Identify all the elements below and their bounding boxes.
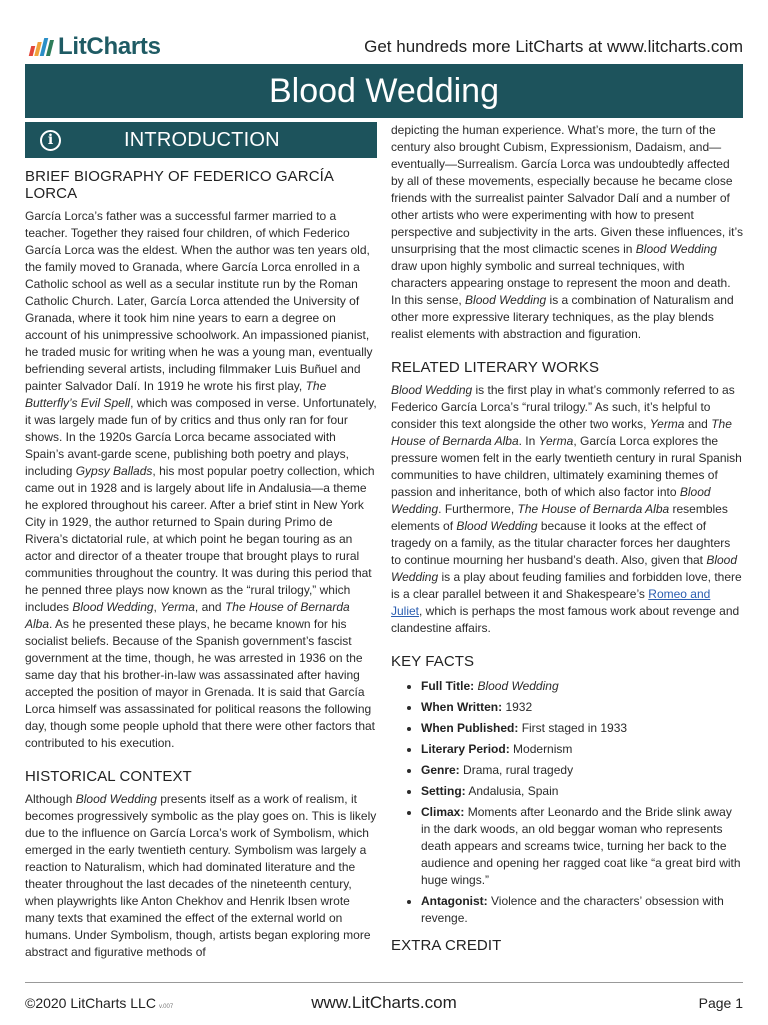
introduction-label: INTRODUCTION [124,128,280,151]
key-fact-item: • Full Title: Blood Wedding [421,678,743,695]
key-fact-item: • Genre: Drama, rural tragedy [421,762,743,779]
document-title: Blood Wedding [25,64,743,118]
copyright: ©2020 LitCharts LLC v.007 [25,995,174,1011]
historical-heading: HISTORICAL CONTEXT [25,768,192,785]
historical-text: Although Blood Wedding presents itself as a work of realism, it becomes progressively symbolic as the play goes on. This is likely due to the influence on García Lorca’s work of Symbolism, which emerged in the early twentieth century. Symbolism was largely a reaction to Naturalism, which had dominated literature and the theater throughout the last decades of the nineteenth century, when playwrights like Anton Chekhov and Henrik Ibsen wrote many texts that examined the effect of the external world on humans. Under Symbolism, though, artists began exploring more abstract and figurative methods of [25,792,377,959]
key-fact-item: • Literary Period: Modernism [421,741,743,758]
romeo-and-juliet-link[interactable]: Romeo and Juliet [391,587,711,618]
footer-site-link[interactable]: www.LitCharts.com [311,993,457,1012]
key-fact-item: • Climax: Moments after Leonardo and the Bride slink away in the dark woods, an old beggar woman who represents death appears and screams twice, turning her back to the audience and opening her ragged coat like “a great bird with huge wings.” [421,804,743,889]
logo-bars-icon [30,38,52,56]
litcharts-logo[interactable] [30,33,161,61]
key-fact-item: • Setting: Andalusia, Spain [421,783,743,800]
right-column [391,122,743,954]
logo-text: LitCharts [58,33,161,60]
top-bar [0,0,768,64]
key-fact-item: • Antagonist: Violence and the characters’ obsession with revenge. [421,893,743,927]
related-works-heading: RELATED LITERARY WORKS [391,359,600,376]
left-column [25,122,377,961]
version-label: v.007 [158,1004,174,1010]
logo-bar [46,40,54,56]
related-works-text: Blood Wedding is the first play in what’s commonly referred to as Federico García Lorca’s “rural trilogy.” As such, it’s helpful to consider this text alongside the other two works, Yerma and The House of Bernarda Alba. In Yerma, García Lorca explores the pressure women felt in the early twentieth century in rural Spanish communities to have children, ultimately examining themes of passion and inheritance, both of which also factor into Blood Wedding. Furthermore, The House of Bernarda Alba resembles elements of Blood Wedding because it looks at the effect of tragedy on a family, as the titular character forces her daughters to continue mourning her husband’s death. Also, given that Blood Wedding is a play about feuding families and forbidden love, there is a clear parallel between it and Shakespeare’s Romeo and Juliet, which is perhaps the most famous work about revenge and clandestine affairs. [391,383,742,635]
introduction-banner [25,122,377,158]
page-number: Page 1 [698,995,743,1011]
key-facts-heading: KEY FACTS [391,653,475,670]
biography-heading: BRIEF BIOGRAPHY OF FEDERICO GARCÍA LORCA [25,168,334,202]
key-fact-item: • When Published: First staged in 1933 [421,720,743,737]
page-footer [25,982,743,1025]
info-icon: i [40,130,61,151]
biography-text: García Lorca’s father was a successful farmer married to a teacher. Together they raised four children, of which Federico García Lorca was the eldest. When the author was ten years old, the family moved to Granada, where García Lorca enrolled in a Catholic school as well as a secular institute run by the Roman Catholic Church. Later, García Lorca attended the University of Granada, where it took him nine years to earn a degree on account of his unimpressive schoolwork. An impassioned pianist, he traded music for writing when he was a young man, eventually befriending several artists, including filmmaker Luis Buñuel and painter Salvador Dalí. In 1919 he wrote his first play, The Butterfly’s Evil Spell, which was composed in verse. Unfortunately, it was largely made fun of by critics and thus only ran for four shows. In the 1920s García Lorca became associated with Spain’s avant-garde scene, publishing both poetry and plays, including Gypsy Ballads, his most popular poetry collection, which came out in 1928 and is largely about life in Andalusia—a theme he explored throughout his career. After a brief stint in New York City in 1929, the author returned to Spain during Primo de Rivera’s dictatorial rule, at which point he began touring as an actor and director of a theater troupe that brought plays to rural communities throughout the country. It was during this period that he penned three plays now known as the “rural trilogy,” which includes Blood Wedding, Yerma, and The House of Bernarda Alba. As he presented these plays, he became known for his socialist beliefs. Because of the Spanish government’s fascist government at the time, though, he was arrested in 1936 on the same day that his brother-in-law was assassinated after having accepted the position of mayor in Grenada. It is said that García Lorca himself was assassinated for political reasons the following day, though some people uphold that there were other factors that contributed to his execution. [25,209,377,750]
extra-credit-heading: EXTRA CREDIT [391,937,502,954]
promo-text[interactable]: Get hundreds more LitCharts at www.litcharts.com [364,37,743,56]
key-fact-item: • When Written: 1932 [421,699,743,716]
historical-text-continued: depicting the human experience. What’s more, the turn of the century also brought Cubism, Expressionism, Dadaism, and—eventually—Surrealism. García Lorca was undoubtedly affected by all of these movements, especially because he became close friends with the surrealist painter Salvador Dalí and a number of other artists who were experimenting with how to present perspective and subjectivity in the arts. Given these influences, it’s unsurprising that the most climactic scenes in Blood Wedding draw upon highly symbolic and surreal techniques, with characters appearing onstage to represent the moon and death. In this sense, Blood Wedding is a combination of Naturalism and other more expressive literary techniques, as the play blends realist elements with abstraction and figuration. [391,123,743,341]
key-facts-list [391,678,743,927]
